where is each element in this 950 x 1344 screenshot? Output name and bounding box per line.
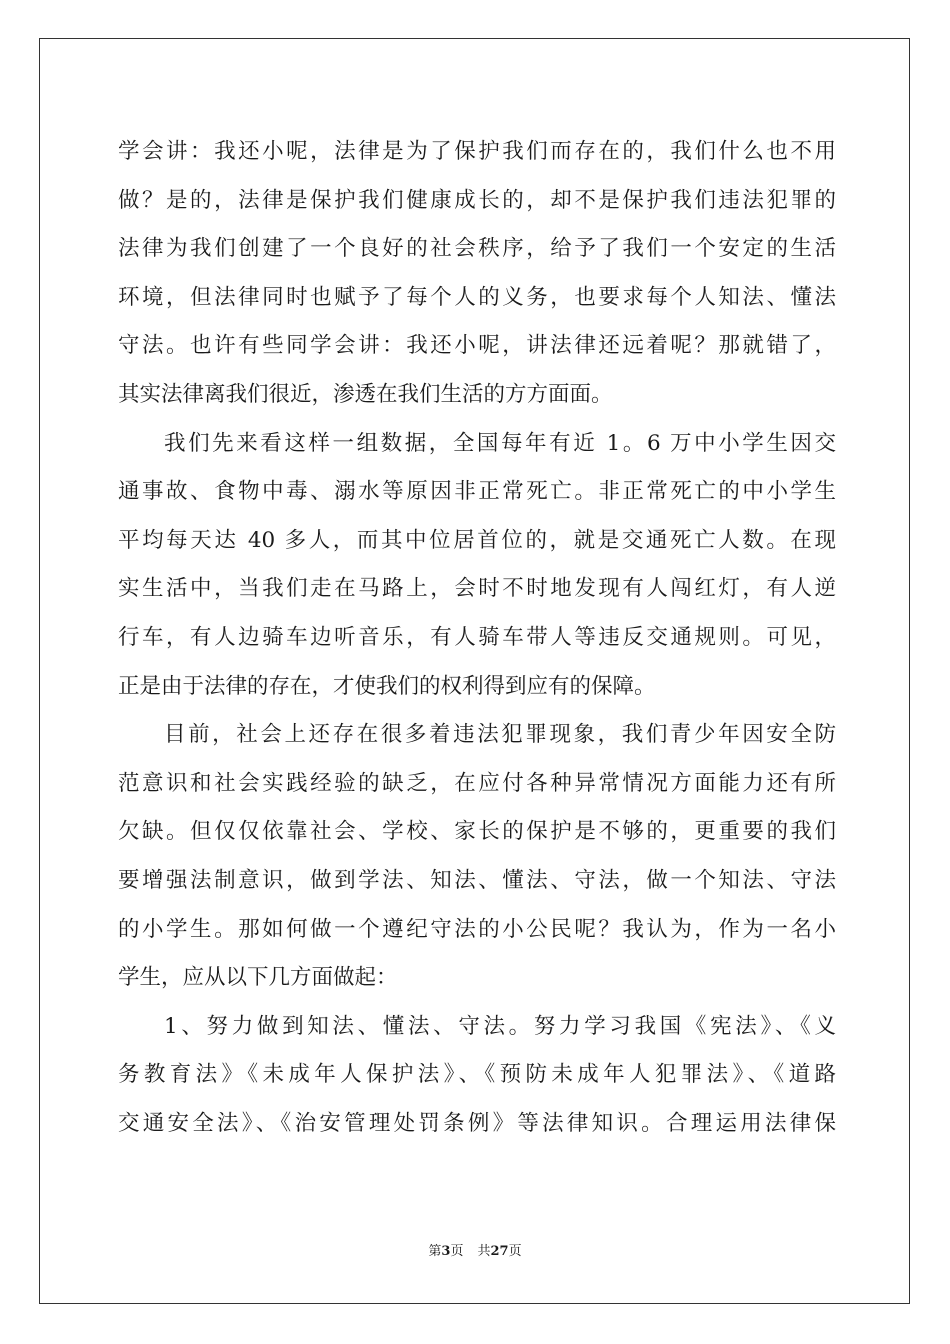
paragraph-line: 实生活中，当我们走在马路上，会时不时地发现有人闯红灯，有人逆 [118,576,836,602]
paragraph-line: 范意识和社会实践经验的缺乏，在应付各种异常情况方面能力还有所 [118,770,836,796]
paragraph-line: 环境，但法律同时也赋予了每个人的义务，也要求每个人知法、懂法 [118,284,836,310]
paragraph-line: 守法。也许有些同学会讲：我还小呢，讲法律还远着呢？那就错了， [118,333,836,359]
total-suffix: 页 [508,1244,522,1259]
paragraph-line: 学生，应从以下几方面做起： [118,965,398,991]
paragraph-line: 学会讲：我还小呢，法律是为了保护我们而存在的，我们什么也不用 [118,139,836,164]
page-suffix: 页 [450,1244,464,1259]
paragraph-line: 的小学生。那如何做一个遵纪守法的小公民呢？我认为，作为一名小 [118,916,836,942]
page-footer [0,1240,950,1259]
paragraph-line: 1、努力做到知法、懂法、守法。努力学习我国《宪法》、《义 [164,1013,836,1039]
total-pages: 27 [490,1244,509,1259]
paragraph-line: 通事故、食物中毒、溺水等原因非正常死亡。非正常死亡的中小学生 [118,479,836,505]
paragraph-line: 做？是的，法律是保护我们健康成长的，却不是保护我们违法犯罪的 [118,187,836,213]
page-number: 3 [441,1244,451,1259]
paragraph-line: 我们先来看这样一组数据，全国每年有近 1。6 万中小学生因交 [164,430,836,456]
document-body [118,128,836,1148]
paragraph-line: 交通安全法》、《治安管理处罚条例》等法律知识。合理运用法律保 [118,1110,836,1136]
paragraph-line: 正是由于法律的存在，才使我们的权利得到应有的保障。 [118,673,656,699]
paragraph-line: 要增强法制意识，做到学法、知法、懂法、守法，做一个知法、守法 [118,867,836,893]
paragraph-line: 法律为我们创建了一个良好的社会秩序，给予了我们一个安定的生活 [118,236,836,262]
page-prefix: 第 [428,1244,442,1259]
paragraph-line: 务教育法》《未成年人保护法》、《预防未成年人犯罪法》、《道路 [118,1062,836,1088]
paragraph-line: 平均每天达 40 多人，而其中位居首位的，就是交通死亡人数。在现 [118,527,836,553]
paragraph-line: 其实法律离我们很近，渗透在我们生活的方方面面。 [118,381,613,407]
total-prefix: 共 [477,1244,491,1259]
paragraph-line: 欠缺。但仅仅依靠社会、学校、家长的保护是不够的，更重要的我们 [118,819,836,845]
paragraph-line: 行车，有人边骑车边听音乐，有人骑车带人等违反交通规则。可见， [118,624,836,650]
paragraph-line: 目前，社会上还存在很多着违法犯罪现象，我们青少年因安全防 [164,722,836,748]
